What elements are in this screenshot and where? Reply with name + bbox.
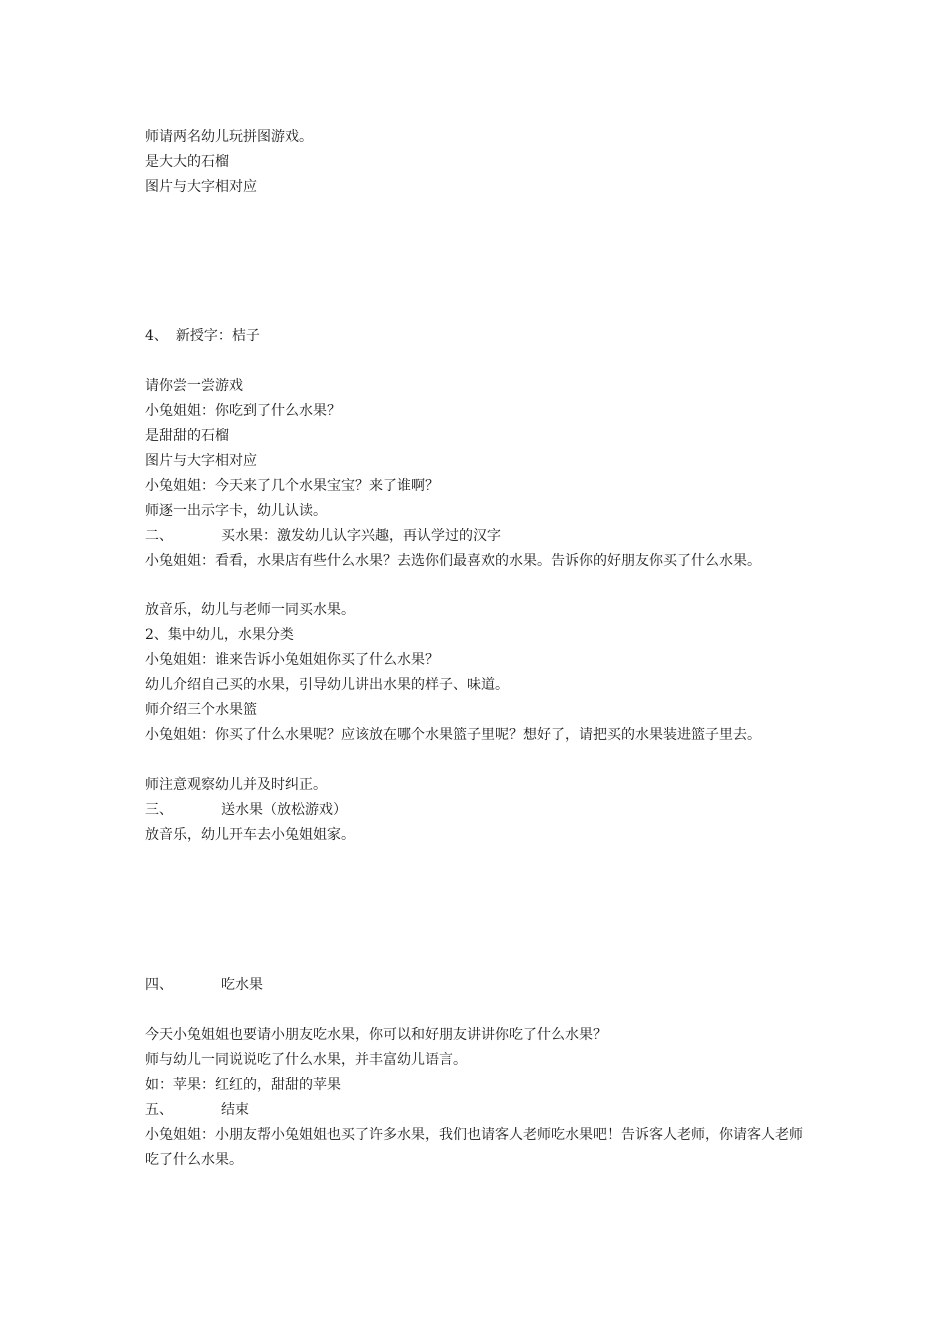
text-line: 放音乐，幼儿与老师一同买水果。 bbox=[145, 602, 355, 618]
text-line: 幼儿介绍自己买的水果，引导幼儿讲出水果的样子、味道。 bbox=[145, 677, 509, 693]
text-line: 师注意观察幼儿并及时纠正。 bbox=[145, 777, 327, 793]
text-line: 是甜甜的石榴 bbox=[145, 428, 229, 444]
section-heading-4 bbox=[145, 326, 260, 346]
paragraph: 小兔姐姐：你买了什么水果呢？应该放在哪个水果篮子里呢？想好了，请把买的水果装进篮子里去。 bbox=[145, 727, 761, 743]
section-title: 买水果：激发幼儿认字兴趣，再认学过的汉字 bbox=[221, 528, 501, 544]
text-line: 是大大的石榴 bbox=[145, 154, 229, 170]
section-title: 结束 bbox=[221, 1102, 249, 1118]
text-line: 图片与大字相对应 bbox=[145, 179, 257, 195]
paragraph: 小兔姐姐：看看，水果店有些什么水果？去选你们最喜欢的水果。告诉你的好朋友你买了什么水果。 bbox=[145, 553, 761, 569]
section-number: 二、 bbox=[145, 528, 173, 544]
text-line: 小兔姐姐：你吃到了什么水果？ bbox=[145, 403, 341, 419]
section-title: 吃水果 bbox=[221, 977, 263, 993]
text-line: 2、集中幼儿，水果分类 bbox=[145, 627, 294, 643]
section-number: 4、 bbox=[145, 328, 168, 344]
text-line: 请你尝一尝游戏 bbox=[145, 378, 243, 394]
section-number: 三、 bbox=[145, 802, 173, 818]
text-line: 师介绍三个水果篮 bbox=[145, 702, 257, 718]
text-line: 师与幼儿一同说说吃了什么水果，并丰富幼儿语言。 bbox=[145, 1052, 467, 1068]
section-heading-four bbox=[145, 975, 263, 995]
section-title: 新授字：桔子 bbox=[175, 328, 260, 344]
section-number: 五、 bbox=[145, 1102, 173, 1118]
paragraph: 小兔姐姐：小朋友帮小兔姐姐也买了许多水果，我们也请客人老师吃水果吧！告诉客人老师，你请客人老师吃了什么水果。 bbox=[145, 1127, 803, 1168]
text-line: 放音乐，幼儿开车去小兔姐姐家。 bbox=[145, 827, 355, 843]
text-line: 师请两名幼儿玩拼图游戏。 bbox=[145, 129, 313, 145]
section-heading-5 bbox=[145, 1100, 249, 1120]
text-line: 师逐一出示字卡，幼儿认读。 bbox=[145, 503, 327, 519]
text-line: 小兔姐姐：今天来了几个水果宝宝？来了谁啊？ bbox=[145, 478, 439, 494]
text-line: 今天小兔姐姐也要请小朋友吃水果，你可以和好朋友讲讲你吃了什么水果？ bbox=[145, 1027, 607, 1043]
text-line: 小兔姐姐：谁来告诉小兔姐姐你买了什么水果？ bbox=[145, 652, 439, 668]
text-line: 图片与大字相对应 bbox=[145, 453, 257, 469]
section-number: 四、 bbox=[145, 977, 173, 993]
section-title: 送水果（放松游戏） bbox=[221, 802, 347, 818]
section-heading-2 bbox=[145, 526, 501, 546]
text-line: 如：苹果：红红的，甜甜的苹果 bbox=[145, 1077, 341, 1093]
section-heading-3 bbox=[145, 800, 347, 820]
